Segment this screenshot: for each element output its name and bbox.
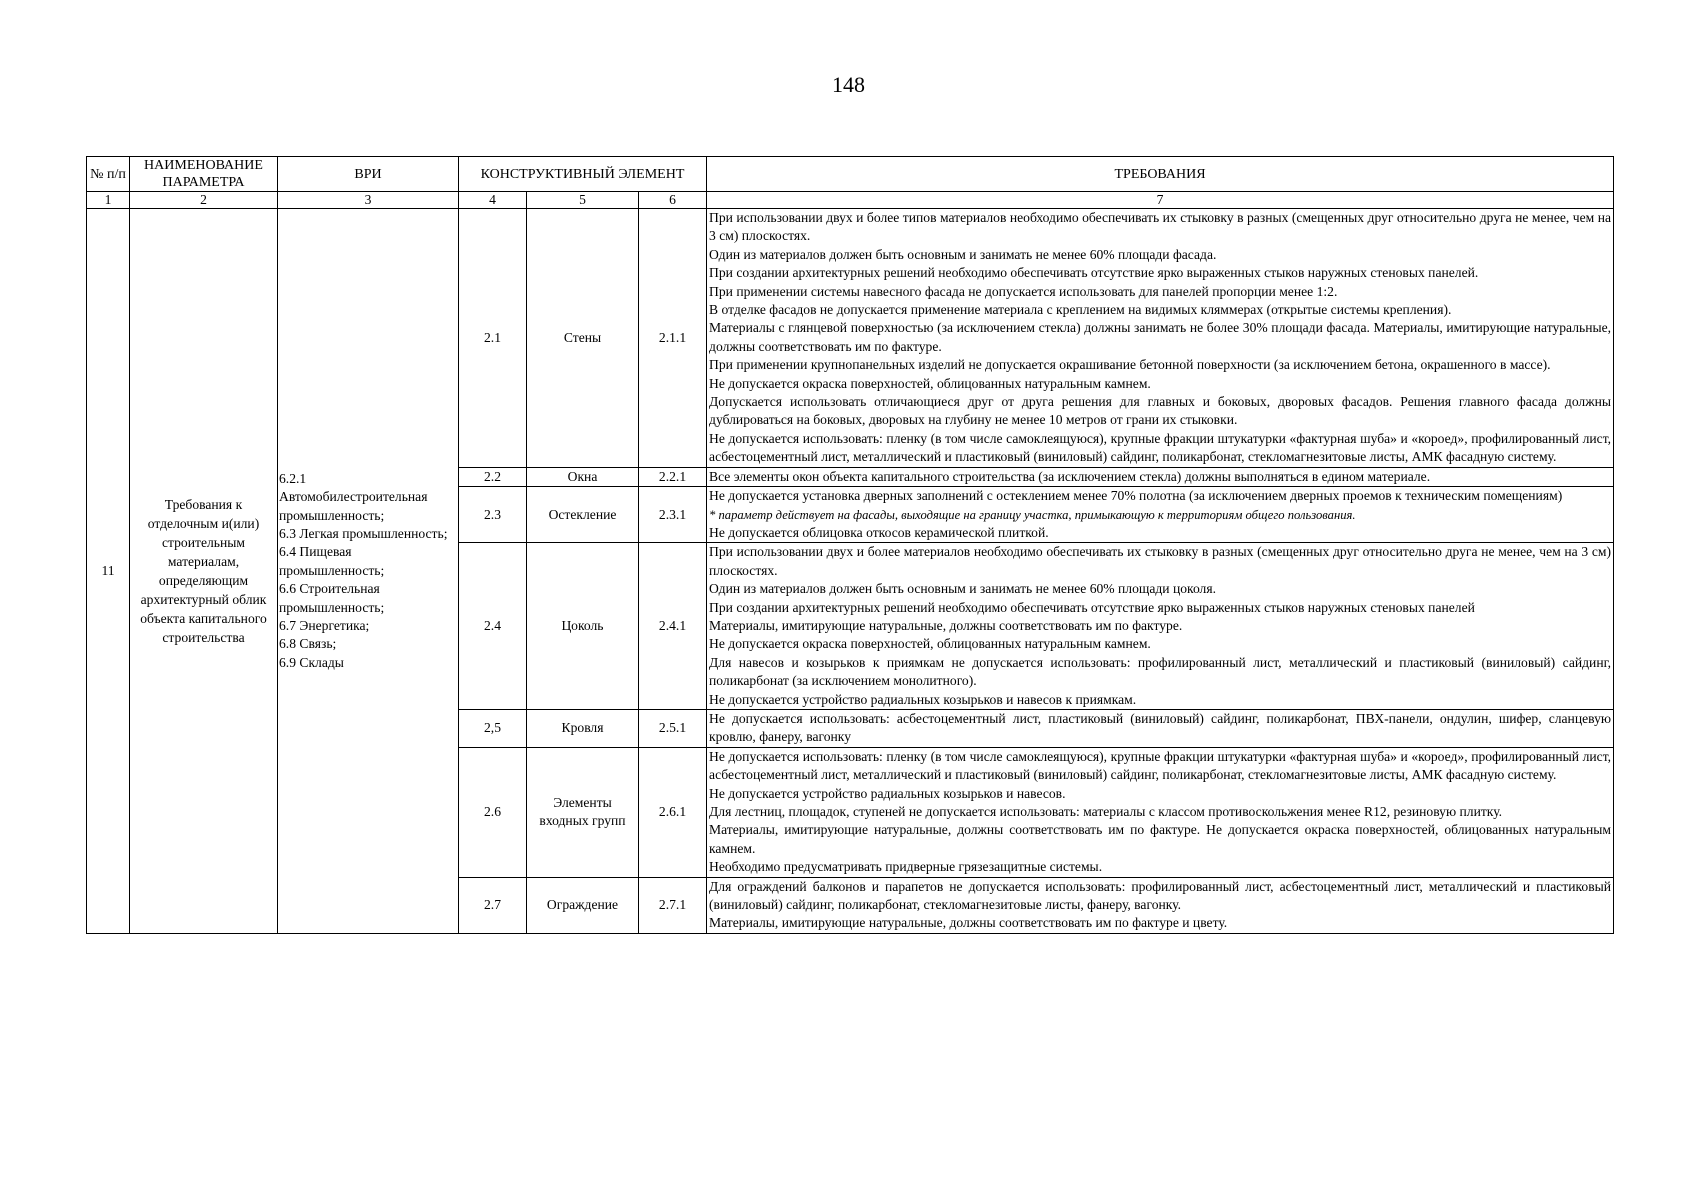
requirement-item: Не допускается устройство радиальных козырьков и навесов. — [709, 785, 1066, 801]
requirement-item: Материалы, имитирующие натуральные, должны соответствовать им по фактуре. — [709, 617, 1183, 633]
requirements-cell — [707, 709, 1614, 747]
requirement-item: Не допускается окраска поверхностей, облицованных натуральным камнем. — [709, 375, 1151, 391]
element-code: 2.4 — [459, 543, 527, 710]
element-subcode: 2.5.1 — [639, 709, 707, 747]
requirements-cell — [707, 543, 1614, 710]
requirement-item: Не допускается окраска поверхностей, облицованных натуральным камнем. — [709, 636, 1151, 652]
requirement-item: Материалы, имитирующие натуральные, должны соответствовать им по фактуре. Не допускается окраска поверхностей, облицованных натуральным камнем. — [709, 822, 1612, 856]
header-requirements: ТРЕБОВАНИЯ — [707, 157, 1614, 192]
requirement-item: При создании архитектурных решений необходимо обеспечивать отсутствие ярко выраженных стыков наружных стеновых панелей — [709, 599, 1475, 615]
element-code: 2.2 — [459, 467, 527, 486]
requirement-item: Все элементы окон объекта капитального строительства (за исключением стекла) должны выполняться в едином материале. — [709, 468, 1431, 484]
requirements-cell — [707, 209, 1614, 468]
requirement-item: Для навесов и козырьков к приямкам не допускается использовать: профилированный лист, металлический и пластиковый (виниловый) сайдинг, поликарбонат (за исключением монолитного). — [709, 654, 1612, 689]
col-number: 7 — [707, 192, 1614, 209]
element-name: Кровля — [527, 709, 639, 747]
header-param: НАИМЕНОВАНИЕ ПАРАМЕТРА — [130, 157, 278, 192]
requirement-item: При создании архитектурных решений необходимо обеспечивать отсутствие ярко выраженных стыков наружных стеновых панелей. — [709, 265, 1479, 281]
element-subcode: 2.1.1 — [639, 209, 707, 468]
requirement-note: * параметр действует на фасады, выходящие на границу участка, примыкающую к территориям общего пользования. — [709, 507, 1356, 522]
vri-item: 6.3 Легкая промышленность; — [279, 525, 448, 541]
requirements-cell — [707, 467, 1614, 486]
col-number: 6 — [639, 192, 707, 209]
page-number: 148 — [832, 72, 865, 97]
element-name: Ограждение — [527, 877, 639, 933]
element-name: Цоколь — [527, 543, 639, 710]
element-code: 2,5 — [459, 709, 527, 747]
requirement-item: Необходимо предусматривать придверные грязезащитные системы. — [709, 859, 1103, 875]
header-vri: ВРИ — [278, 157, 459, 192]
requirement-item: Один из материалов должен быть основным и занимать не менее 60% площади фасада. — [709, 246, 1217, 262]
element-name: Окна — [527, 467, 639, 486]
element-code: 2.6 — [459, 747, 527, 877]
requirement-item: Материалы с глянцевой поверхностью (за исключением стекла) должны занимать не более 30% площади фасада. Материалы, имитирующие натуральные, должны соответствовать им по фактуре. — [709, 320, 1612, 354]
vri-item: 6.4 Пищевая промышленность; — [279, 544, 385, 578]
requirement-item: Материалы, имитирующие натуральные, должны соответствовать им по фактуре и цвету. — [709, 915, 1228, 931]
requirements-cell — [707, 747, 1614, 877]
element-subcode: 2.4.1 — [639, 543, 707, 710]
requirement-item: При применении системы навесного фасада не допускается использовать для панелей пропорции менее 1:2. — [709, 283, 1338, 299]
element-code: 2.3 — [459, 487, 527, 543]
element-name: Элементы входных групп — [527, 747, 639, 877]
col-number: 1 — [87, 192, 130, 209]
header-num: № п/п — [87, 157, 130, 192]
element-subcode: 2.3.1 — [639, 487, 707, 543]
element-subcode: 2.7.1 — [639, 877, 707, 933]
vri-list — [279, 470, 457, 672]
col-number: 3 — [278, 192, 459, 209]
vri-item: 6.7 Энергетика; — [279, 617, 370, 633]
row-number: 11 — [87, 209, 130, 934]
requirement-item: Не допускается облицовка откосов керамической плиткой. — [709, 524, 1049, 540]
element-code: 2.7 — [459, 877, 527, 933]
requirement-item: Не допускается использовать: асбестоцементный лист, пластиковый (виниловый) сайдинг, поликарбонат, ПВХ-панели, ондулин, шифер, сланцевую кровлю, фанеру, вагонку — [709, 710, 1612, 745]
requirements-cell — [707, 877, 1614, 933]
vri-item: 6.2.1 Автомобилестроительная промышленность; — [279, 470, 428, 523]
element-subcode: 2.2.1 — [639, 467, 707, 486]
vri-item: 6.8 Связь; — [279, 636, 337, 652]
header-row — [87, 157, 1614, 192]
vri-item: 6.9 Склады — [279, 654, 344, 670]
requirement-item: Не допускается устройство радиальных козырьков и навесов к приямкам. — [709, 691, 1137, 707]
col-number: 5 — [527, 192, 639, 209]
col-number: 4 — [459, 192, 527, 209]
requirement-item: Для лестниц, площадок, ступеней не допускается использовать: материалы с классом противоскольжения менее R12, резиновую плитку. — [709, 804, 1503, 819]
requirement-item: Допускается использовать отличающиеся друг от друга решения для главных и боковых, дворовых фасадов. Решения главного фасада должны дублироваться на боковых, дворовых на глубину не менее 10 метров от грани их стыковки. — [709, 394, 1612, 428]
parameter-name: Требования к отделочным и(или) строительным материалам, определяющим архитектурный облик объекта капитального строительства — [130, 209, 278, 934]
requirement-item: Один из материалов должен быть основным и занимать не менее 60% площади цоколя. — [709, 581, 1216, 597]
table-row — [87, 209, 1614, 468]
vri-cell — [278, 209, 459, 934]
requirement-item: Для ограждений балконов и парапетов не допускается использовать: профилированный лист, асбестоцементный лист, металлический и пластиковый (виниловый) сайдинг, поликарбонат, стекломагнезитовые листы, фанеру, вагонку. — [709, 878, 1612, 913]
vri-item: 6.6 Строительная промышленность; — [279, 581, 385, 615]
requirement-item: В отделке фасадов не допускается применение материала с креплением на видимых кляммерах (открытые системы крепления). — [709, 302, 1452, 318]
element-subcode: 2.6.1 — [639, 747, 707, 877]
col-number: 2 — [130, 192, 278, 209]
requirement-item: При использовании двух и более типов материалов необходимо обеспечивать их стыковку в разных (смещенных друг относительно друга не менее, чем на 3 см) плоскостях. — [709, 210, 1612, 244]
requirements-table — [86, 156, 1614, 934]
element-code: 2.1 — [459, 209, 527, 468]
requirement-item: При применении крупнопанельных изделий не допускается окрашивание бетонной поверхности (за исключением бетона, окрашенного в массе). — [709, 357, 1551, 373]
requirements-cell — [707, 487, 1614, 543]
element-name: Стены — [527, 209, 639, 468]
header-element: КОНСТРУКТИВНЫЙ ЭЛЕМЕНТ — [459, 157, 707, 192]
requirement-item: При использовании двух и более материалов необходимо обеспечивать их стыковку в разных (смещенных друг относительно друга не менее, чем на 3 см) плоскостях. — [709, 544, 1612, 578]
requirement-item: Не допускается установка дверных заполнений с остеклением менее 70% полотна (за исключением дверных проемов к техническим помещениям) — [709, 488, 1563, 504]
element-name: Остекление — [527, 487, 639, 543]
requirement-item: Не допускается использовать: пленку (в том числе самоклеящуюся), крупные фракции штукатурки «фактурная шуба» и «короед», профилированный лист, асбестоцементный лист, металлический и пластиковый (виниловый) сайдинг, поликарбонат, стекломагнезитовые листы, АМК фасадную систему. — [709, 748, 1612, 783]
requirement-item: Не допускается использовать: пленку (в том числе самоклеящуюся), крупные фракции штукатурки «фактурная шуба» и «короед», профилированный лист, асбестоцементный лист, металлический и пластиковый (виниловый) сайдинг, поликарбонат, стекломагнезитовые листы, АМК фасадную систему. — [709, 430, 1612, 465]
column-numbers-row — [87, 192, 1614, 209]
